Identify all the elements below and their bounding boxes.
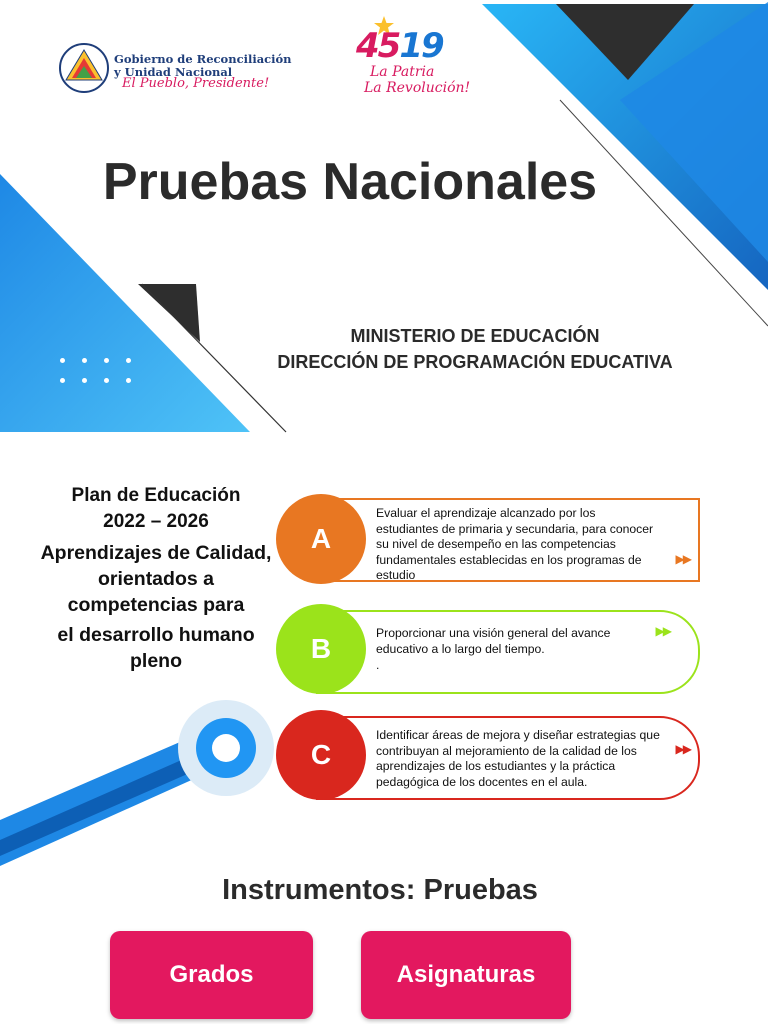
objective-b-arrows-icon: ▶▶ — [655, 624, 670, 638]
objective-b-badge: B — [276, 604, 366, 694]
gobierno-slogan: El Pueblo, Presidente! — [122, 76, 270, 91]
instruments-title: Instrumentos: Pruebas — [222, 874, 538, 906]
grados-button[interactable]: Grados — [110, 931, 313, 1019]
national-seal-icon — [58, 42, 110, 94]
objective-b-text-extra: . — [376, 658, 380, 672]
objective-a-arrows-icon: ▶▶ — [675, 552, 690, 566]
gobierno-logo — [58, 42, 292, 102]
decorative-dots — [60, 358, 135, 388]
gobierno-name-line2: y Unidad Nacional — [114, 65, 233, 79]
anniversary-logo — [356, 14, 476, 100]
objective-c-text: Identificar áreas de mejora y diseñar estrategias que contribuyan al mejoramiento de la calidad de los aprendizajes de los estudiantes y la práctica pedagógica de los docentes en el aula. — [376, 728, 660, 789]
anniversary-line1: La Patria — [370, 64, 435, 80]
page-title: Pruebas Nacionales — [102, 153, 598, 211]
objective-c — [276, 710, 700, 802]
department-name: DIRECCIÓN DE PROGRAMACIÓN EDUCATIVA — [277, 352, 673, 372]
anniversary-number: 4519 — [356, 26, 443, 66]
gobierno-name-line1: Gobierno de Reconciliación — [114, 52, 292, 66]
left-blue-shape — [0, 174, 250, 432]
plan-motto: Aprendizajes de Calidad, orientados a competencias para — [40, 542, 272, 616]
objective-b — [276, 604, 700, 696]
asignaturas-button[interactable]: Asignaturas — [361, 931, 571, 1019]
ministry-name: MINISTERIO DE EDUCACIÓN — [350, 326, 600, 346]
plan-motto-end: el desarrollo humano pleno — [57, 624, 255, 672]
objective-c-badge: C — [276, 710, 366, 800]
objective-c-arrows-icon: ▶▶ — [675, 742, 690, 756]
anniversary-line2: La Revolución! — [364, 80, 471, 96]
plan-title: Plan de Educación — [71, 485, 241, 506]
objective-a-text: Evaluar el aprendizaje alcanzado por los estudiantes de primaria y secundaria, para conocer su nivel de desempeño en las competencias fundamentales establecidas en los programas de estudio — [376, 506, 654, 582]
objective-b-text: Proporcionar una visión general del avance educativo a lo largo del tiempo. — [376, 626, 611, 656]
pencil-image — [0, 700, 274, 866]
plan-years: 2022 – 2026 — [103, 511, 209, 532]
objective-a — [276, 494, 700, 586]
objective-a-badge: A — [276, 494, 366, 584]
